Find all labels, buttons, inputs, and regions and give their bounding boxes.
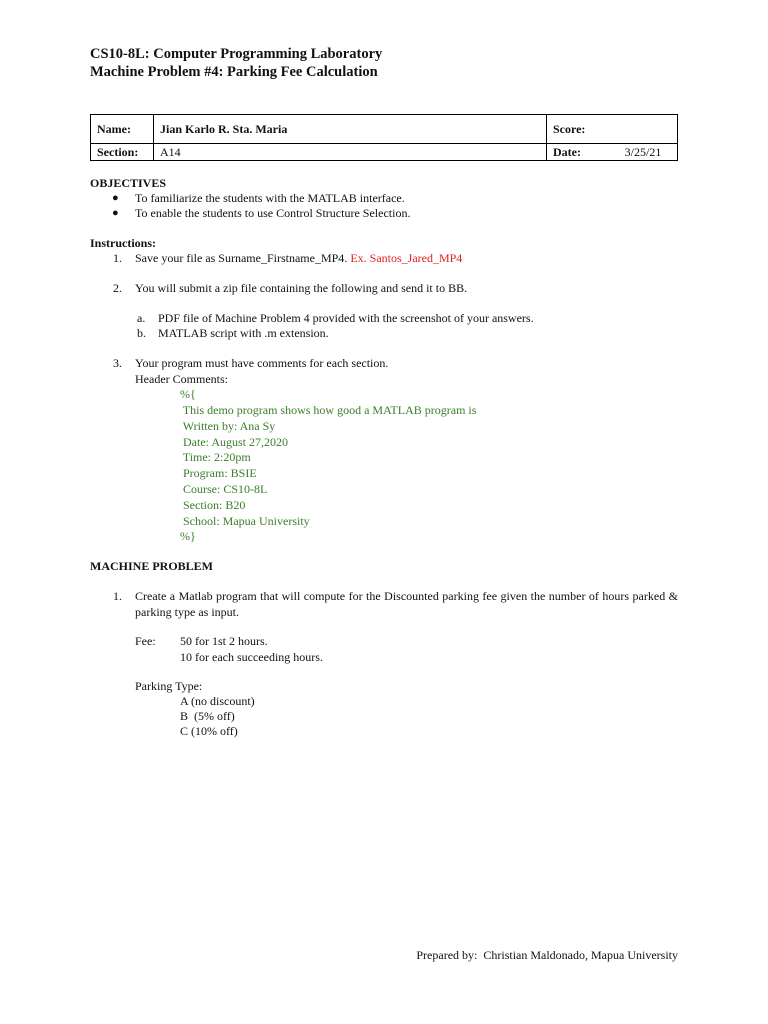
objectives-heading: OBJECTIVES — [90, 176, 167, 190]
list-number: 1. — [113, 589, 122, 603]
instructions-heading: Instructions: — [90, 236, 157, 250]
comment-line: This demo program shows how good a MATLAB program is — [180, 403, 477, 417]
instruction-item-2: You will submit a zip file containing the following and send it to BB. — [135, 281, 468, 295]
instruction-item-3: Your program must have comments for each section. — [135, 356, 389, 370]
sub-list-letter: a. — [137, 311, 146, 325]
sub-item-b: MATLAB script with .m extension. — [158, 326, 329, 340]
parking-type-label: Parking Type: — [135, 679, 203, 693]
date-value: 3/25/21 — [609, 144, 678, 161]
sub-item-a: PDF file of Machine Problem 4 provided with the screenshot of your answers. — [158, 311, 534, 325]
name-label: Name: — [91, 115, 154, 144]
list-number: 1. — [113, 251, 122, 265]
course-title: CS10-8L: Computer Programming Laboratory — [90, 46, 383, 62]
problem-title: Machine Problem #4: Parking Fee Calculation — [90, 64, 378, 80]
score-cell — [547, 115, 678, 144]
comment-line: Date: August 27,2020 — [180, 435, 288, 449]
comment-line: Section: B20 — [180, 498, 246, 512]
comment-line: Written by: Ana Sy — [180, 419, 276, 433]
student-info-table — [90, 114, 678, 161]
machine-problem-heading: MACHINE PROBLEM — [90, 559, 213, 573]
machine-problem-item-1: Create a Matlab program that will compute for the Discounted parking fee given the number of hours parked & parking type as input. — [135, 589, 678, 619]
list-number: 3. — [113, 356, 122, 370]
bullet-icon: ● — [112, 207, 119, 219]
parking-type-item: A (no discount) — [180, 694, 255, 708]
header-comments-label: Header Comments: — [135, 372, 228, 386]
fee-label: Fee: — [135, 634, 156, 648]
section-label: Section: — [91, 144, 154, 161]
comment-line: %} — [180, 529, 196, 543]
instruction-text: Save your file as Surname_Firstname_MP4. — [135, 251, 351, 265]
comment-line: Course: CS10-8L — [180, 482, 268, 496]
instruction-item-1 — [135, 251, 462, 266]
example-filename: Ex. Santos_Jared_MP4 — [350, 251, 463, 265]
section-value: A14 — [154, 144, 547, 161]
sub-list-letter: b. — [137, 326, 146, 340]
objective-item: To familiarize the students with the MATLAB interface. — [135, 191, 405, 205]
comment-line: Time: 2:20pm — [180, 450, 251, 464]
score-label: Score: — [553, 121, 586, 136]
parking-type-item: C (10% off) — [180, 724, 238, 738]
comment-line: %{ — [180, 387, 196, 401]
bullet-icon: ● — [112, 192, 119, 204]
parking-type-item: B (5% off) — [180, 709, 235, 723]
comment-line: Program: BSIE — [180, 466, 257, 480]
fee-line: 50 for 1st 2 hours. — [180, 634, 268, 648]
objective-item: To enable the students to use Control Structure Selection. — [135, 206, 411, 220]
prepared-by-footer: Prepared by: Christian Maldonado, Mapua University — [416, 948, 678, 962]
comment-line: School: Mapua University — [180, 514, 310, 528]
date-label: Date: — [547, 144, 610, 161]
fee-line: 10 for each succeeding hours. — [180, 650, 323, 664]
name-value: Jian Karlo R. Sta. Maria — [154, 115, 547, 144]
list-number: 2. — [113, 281, 122, 295]
